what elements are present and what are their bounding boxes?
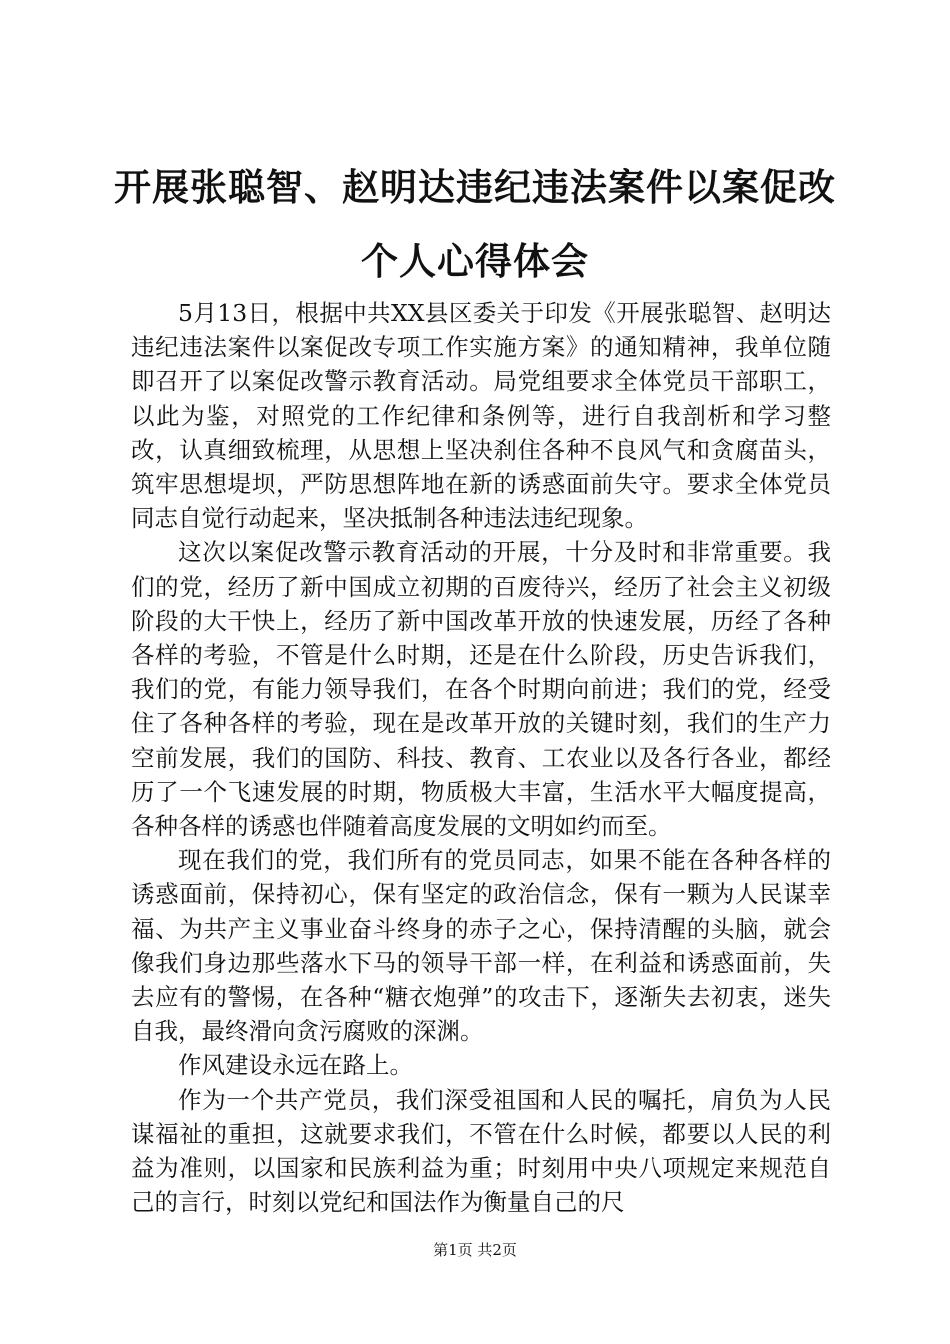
paragraph: 现在我们的党，我们所有的党员同志，如果不能在各种各样的诱惑面前，保持初心，保有坚定的政治信念，保有一颗为人民谋幸福、为共产主义事业奋斗终身的赤子之心，保持清醒的头脑，就会像我们身边那些落水下马的领导干部一样，在利益和诱惑面前，失去应有的警惕，在各种“糖衣炮弹”的攻击下，逐渐失去初衷，迷失自我，最终滑向贪污腐败的深渊。 [131, 846, 831, 1046]
document-title: 开展张聪智、赵明达违纪违法案件以案促改个人心得体会 [114, 165, 836, 283]
paragraph: 这次以案促改警示教育活动的开展，十分及时和非常重要。我们的党，经历了新中国成立初期的百废待兴，经历了社会主义初级阶段的大干快上，经历了新中国改革开放的快速发展，历经了各种各样的考验，不管是什么时期，还是在什么阶段，历史告诉我们，我们的党，有能力领导我们，在各个时期向前进；我们的党，经受住了各种各样的考验，现在是改革开放的关键时刻，我们的生产力空前发展，我们的国防、科技、教育、工农业以及各行各业，都经历了一个飞速发展的时期，物质极大丰富，生活水平大幅度提高，各种各样的诱惑也伴随着高度发展的文明如约而至。 [131, 538, 831, 841]
page-footer: 第1页 共2页 [433, 1241, 517, 1259]
paragraph: 作为一个共产党员，我们深受祖国和人民的嘱托，肩负为人民谋福祉的重担，这就要求我们，不管在什么时候，都要以人民的利益为准则，以国家和民族利益为重；时刻用中央八项规定来规范自己的言行，时刻以党纪和国法作为衡量自己的尺 [131, 1085, 831, 1217]
paragraph: 作风建设永远在路上。 [178, 1051, 413, 1080]
document-body [131, 296, 831, 1219]
paragraph: 5月13日，根据中共XX县区委关于印发《开展张聪智、赵明达违纪违法案件以案促改专项工作实施方案》的通知精神，我单位随即召开了以案促改警示教育活动。局党组要求全体党员干部职工，以此为鉴，对照党的工作纪律和条例等，进行自我剖析和学习整改，认真细致梳理，从思想上坚决刹住各种不良风气和贪腐苗头，筑牢思想堤坝，严防思想阵地在新的诱惑面前失守。要求全体党员同志自觉行动起来，坚决抵制各种违法违纪现象。 [131, 299, 831, 533]
